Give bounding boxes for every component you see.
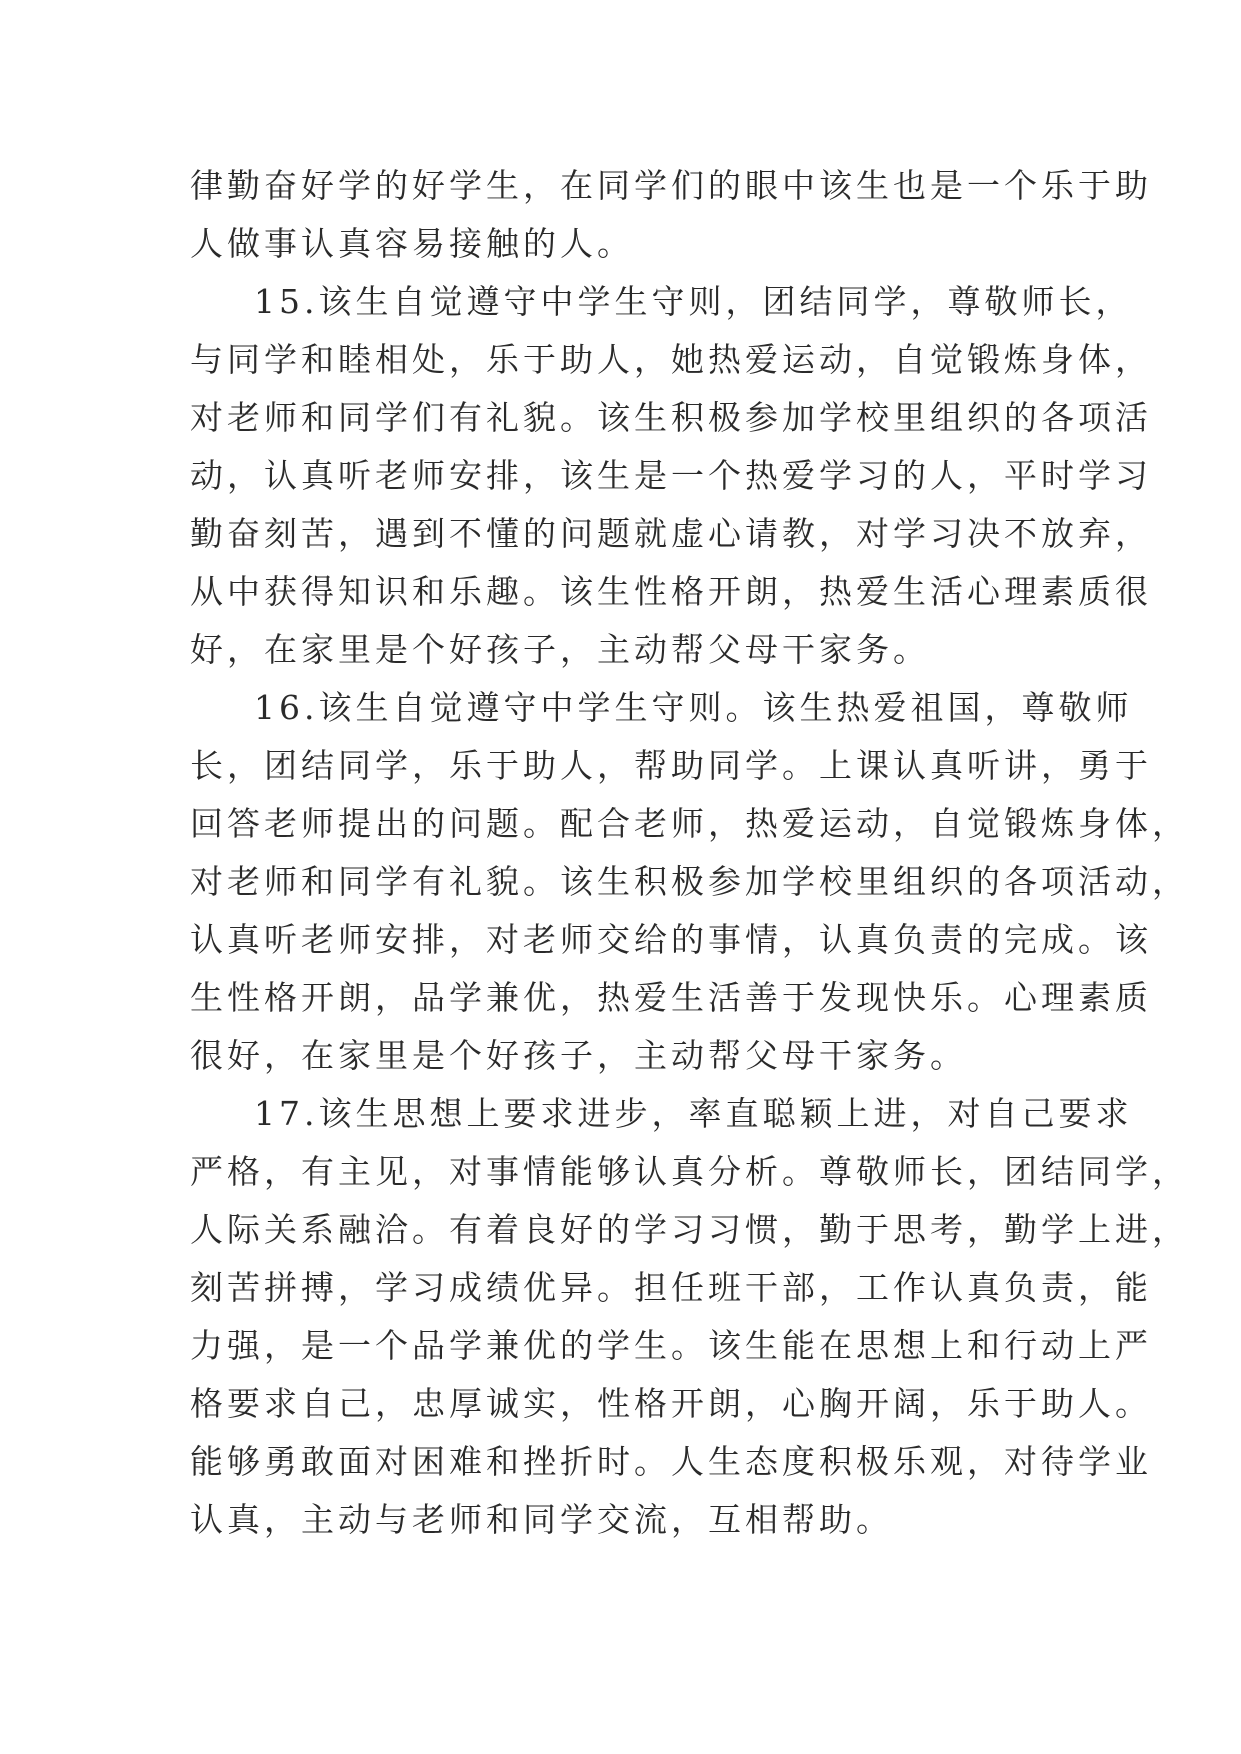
text-line: 好，在家里是个好孩子，主动帮父母干家务。 [190,630,930,669]
text-line: 与同学和睦相处，乐于助人，她热爱运动，自觉锻炼身体， [190,340,1152,379]
text-line: 从中获得知识和乐趣。该生性格开朗，热爱生活心理素质很 [190,572,1152,611]
text-line: 对老师和同学有礼貌。该生积极参加学校里组织的各项活动， [190,862,1189,901]
text-line: 律勤奋好学的好学生，在同学们的眼中该生也是一个乐于助 [190,166,1152,205]
text-line: 动，认真听老师安排，该生是一个热爱学习的人，平时学习 [190,456,1152,495]
paragraph-17 [190,1085,1189,1549]
text-line: 很好，在家里是个好孩子，主动帮父母干家务。 [190,1036,967,1075]
text-line: 生性格开朗，品学兼优，热爱生活善于发现快乐。心理素质 [190,978,1152,1017]
text-line: 力强，是一个品学兼优的学生。该生能在思想上和行动上严 [190,1326,1152,1365]
text-line: 对老师和同学们有礼貌。该生积极参加学校里组织的各项活 [190,398,1152,437]
text-line: 能够勇敢面对困难和挫折时。人生态度积极乐观，对待学业 [190,1442,1152,1481]
text-line: 15.该生自觉遵守中学生守则，团结同学，尊敬师长， [254,282,1133,321]
text-line: 勤奋刻苦，遇到不懂的问题就虚心请教，对学习决不放弃， [190,514,1152,553]
text-line: 16.该生自觉遵守中学生守则。该生热爱祖国，尊敬师 [254,688,1133,727]
paragraph-15 [190,273,1152,679]
text-line: 长，团结同学，乐于助人，帮助同学。上课认真听讲，勇于 [190,746,1152,785]
text-line: 回答老师提出的问题。配合老师，热爱运动，自觉锻炼身体， [190,804,1189,843]
paragraph-14-continued [190,157,1152,273]
text-line: 17.该生思想上要求进步，率直聪颖上进，对自己要求 [254,1094,1133,1133]
text-line: 严格，有主见，对事情能够认真分析。尊敬师长，团结同学， [190,1152,1189,1191]
text-line: 格要求自己，忠厚诚实，性格开朗，心胸开阔，乐于助人。 [190,1384,1152,1423]
text-line: 人际关系融洽。有着良好的学习习惯，勤于思考，勤学上进， [190,1210,1189,1249]
text-line: 认真听老师安排，对老师交给的事情，认真负责的完成。该 [190,920,1152,959]
document-body [190,157,1189,1549]
text-line: 人做事认真容易接触的人。 [190,224,634,263]
text-line: 认真，主动与老师和同学交流，互相帮助。 [190,1500,893,1539]
paragraph-16 [190,679,1189,1085]
text-line: 刻苦拼搏，学习成绩优异。担任班干部，工作认真负责，能 [190,1268,1152,1307]
